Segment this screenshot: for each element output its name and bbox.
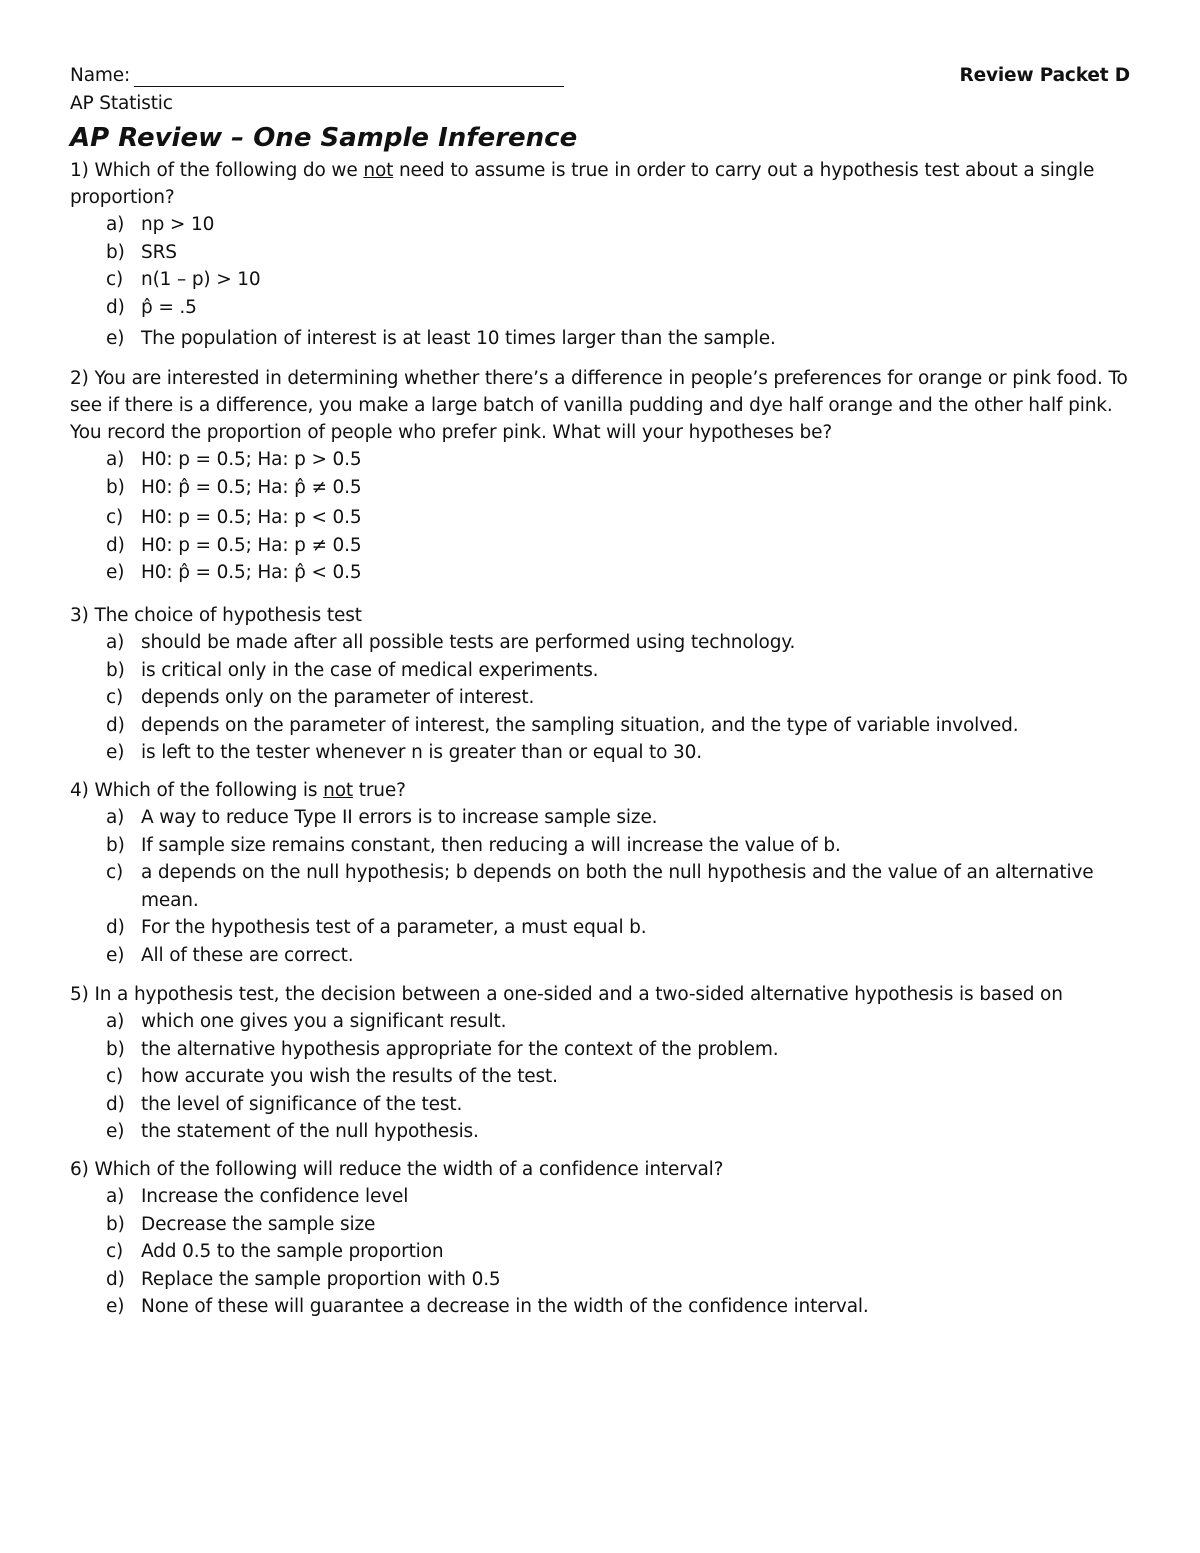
option-letter: c) <box>106 862 124 883</box>
question-number: 2) <box>70 368 89 389</box>
question-text <box>70 777 1130 804</box>
option-letter: a) <box>106 1186 125 1207</box>
option-letter: a) <box>106 807 125 828</box>
option-text: Replace the sample proportion with 0.5 <box>141 1268 501 1290</box>
option <box>70 942 1130 970</box>
option <box>70 859 1130 914</box>
option <box>70 657 1130 685</box>
option <box>70 325 1130 353</box>
option-list <box>70 804 1130 969</box>
question-1 <box>70 157 1130 353</box>
option-letter: c) <box>106 687 124 708</box>
option-letter: b) <box>106 659 125 681</box>
option-text: H0: p = 0.5; Ha: p > 0.5 <box>141 449 362 470</box>
header-row <box>70 63 1130 91</box>
option-text: depends on the parameter of interest, the sampling situation, and the type of variable involved. <box>141 714 1019 736</box>
option <box>70 804 1130 832</box>
question-text-part: true? <box>353 780 406 801</box>
option-letter: a) <box>106 449 125 470</box>
option-text: Increase the confidence level <box>141 1186 409 1207</box>
option <box>70 739 1130 767</box>
question-4 <box>70 777 1130 969</box>
option-letter: e) <box>106 562 125 583</box>
option-letter: d) <box>106 1093 125 1115</box>
option <box>70 1091 1130 1119</box>
question-5 <box>70 981 1130 1146</box>
option-text: If sample size remains constant, then reducing a will increase the value of b. <box>141 834 841 856</box>
option <box>70 266 1130 294</box>
question-text <box>70 602 1130 629</box>
option-letter: e) <box>106 1296 125 1317</box>
question-text-part: In a hypothesis test, the decision between a one-sided and a two-sided alternative hypothesis is based on <box>94 984 1063 1005</box>
option <box>70 1036 1130 1064</box>
option-letter: c) <box>106 507 124 528</box>
option <box>70 712 1130 740</box>
question-text-part: Which of the following is <box>94 780 324 801</box>
option-letter: a) <box>106 632 125 653</box>
name-blank-line <box>134 86 564 87</box>
option <box>70 294 1130 322</box>
option-text: Decrease the sample size <box>141 1213 376 1235</box>
option-text: how accurate you wish the results of the test. <box>141 1066 558 1087</box>
option-text: n(1 – p) > 10 <box>141 269 261 290</box>
option-letter: d) <box>106 296 125 318</box>
question-number: 3) <box>70 605 89 626</box>
option-list <box>70 1008 1130 1146</box>
question-number: 5) <box>70 984 89 1005</box>
option <box>70 1293 1130 1321</box>
question-text-part: The choice of hypothesis test <box>94 605 362 626</box>
question-number: 6) <box>70 1159 89 1180</box>
option <box>70 1211 1130 1239</box>
option <box>70 559 1130 587</box>
option-text: a depends on the null hypothesis; b depends on both the null hypothesis and the value of an alternative mean. <box>141 862 1094 911</box>
option <box>70 239 1130 267</box>
question-text <box>70 157 1130 211</box>
option-text: p̂ = .5 <box>141 296 197 318</box>
question-text-part: You are interested in determining whether there’s a difference in people’s preferences for orange or pink food. To see if there is a difference, you make a large batch of vanilla pudding and dye half orange and the other half pink. You record the proportion of people who prefer pink. What will your hypotheses be? <box>70 368 1128 443</box>
question-text-part: Which of the following will reduce the width of a confidence interval? <box>94 1159 724 1180</box>
page-title: AP Review – One Sample Inference <box>70 123 578 153</box>
option-letter: c) <box>106 1241 124 1262</box>
option-letter: e) <box>106 742 125 763</box>
option <box>70 532 1130 560</box>
option <box>70 1118 1130 1146</box>
option <box>70 629 1130 657</box>
option-letter: d) <box>106 1268 125 1290</box>
option <box>70 1238 1130 1266</box>
question-number: 1) <box>70 160 89 181</box>
option-text: Add 0.5 to the sample proportion <box>141 1241 444 1262</box>
option-text: The population of interest is at least 10 times larger than the sample. <box>141 328 776 349</box>
option <box>70 684 1130 712</box>
option <box>70 504 1130 532</box>
option-text: SRS <box>141 241 177 263</box>
option-text: is critical only in the case of medical experiments. <box>141 659 599 681</box>
option-text: H0: p = 0.5; Ha: p ≠ 0.5 <box>141 534 362 556</box>
course-label: AP Statistic <box>70 93 173 114</box>
option-letter: c) <box>106 269 124 290</box>
option-letter: c) <box>106 1066 124 1087</box>
option <box>70 1008 1130 1036</box>
option <box>70 1266 1130 1294</box>
question-3 <box>70 602 1130 767</box>
option-text: H0: p = 0.5; Ha: p < 0.5 <box>141 507 362 528</box>
option <box>70 832 1130 860</box>
question-6 <box>70 1156 1130 1321</box>
option-letter: b) <box>106 1213 125 1235</box>
option-list <box>70 1183 1130 1321</box>
packet-label: Review Packet D <box>959 65 1130 86</box>
question-text <box>70 981 1130 1008</box>
option-letter: d) <box>106 714 125 736</box>
option-text: H0: p̂ = 0.5; Ha: p̂ < 0.5 <box>141 562 362 583</box>
option-text: is left to the tester whenever n is greater than or equal to 30. <box>141 742 703 763</box>
question-text <box>70 1156 1130 1183</box>
option-letter: a) <box>106 214 125 235</box>
option-letter: b) <box>106 476 125 498</box>
option-list <box>70 211 1130 353</box>
option-letter: e) <box>106 944 125 966</box>
option-text: All of these are correct. <box>141 944 354 966</box>
option-text: the alternative hypothesis appropriate for the context of the problem. <box>141 1038 779 1060</box>
option-text: np > 10 <box>141 214 215 235</box>
option <box>70 211 1130 239</box>
option-letter: b) <box>106 1038 125 1060</box>
option-text: which one gives you a significant result. <box>141 1011 507 1032</box>
option <box>70 474 1130 502</box>
option-text: should be made after all possible tests are performed using technology. <box>141 632 796 653</box>
question-2 <box>70 365 1130 587</box>
option-text: the statement of the null hypothesis. <box>141 1121 479 1142</box>
option-list <box>70 446 1130 587</box>
option-text: A way to reduce Type II errors is to increase sample size. <box>141 807 658 828</box>
underlined-word: not <box>363 160 394 181</box>
option <box>70 446 1130 474</box>
option-text: the level of significance of the test. <box>141 1093 463 1115</box>
question-number: 4) <box>70 780 89 801</box>
option-list <box>70 629 1130 767</box>
question-text-part: Which of the following do we <box>94 160 364 181</box>
option-letter: d) <box>106 534 125 556</box>
option-letter: e) <box>106 1121 125 1142</box>
underlined-word: not <box>323 780 353 801</box>
question-text-part: need to assume is true in order to carry out a hypothesis test about a single proportion? <box>70 160 1095 208</box>
option-text: For the hypothesis test of a parameter, a must equal b. <box>141 917 647 938</box>
question-text <box>70 365 1130 446</box>
option-letter: b) <box>106 834 125 856</box>
option-text: H0: p̂ = 0.5; Ha: p̂ ≠ 0.5 <box>141 476 362 498</box>
option-letter: d) <box>106 917 125 938</box>
option-letter: b) <box>106 241 125 263</box>
name-label: Name: <box>70 65 131 86</box>
option <box>70 1063 1130 1091</box>
option <box>70 1183 1130 1211</box>
option-text: None of these will guarantee a decrease in the width of the confidence interval. <box>141 1296 869 1317</box>
option-letter: a) <box>106 1011 125 1032</box>
option-letter: e) <box>106 328 125 349</box>
option-text: depends only on the parameter of interest. <box>141 687 535 708</box>
option <box>70 914 1130 942</box>
